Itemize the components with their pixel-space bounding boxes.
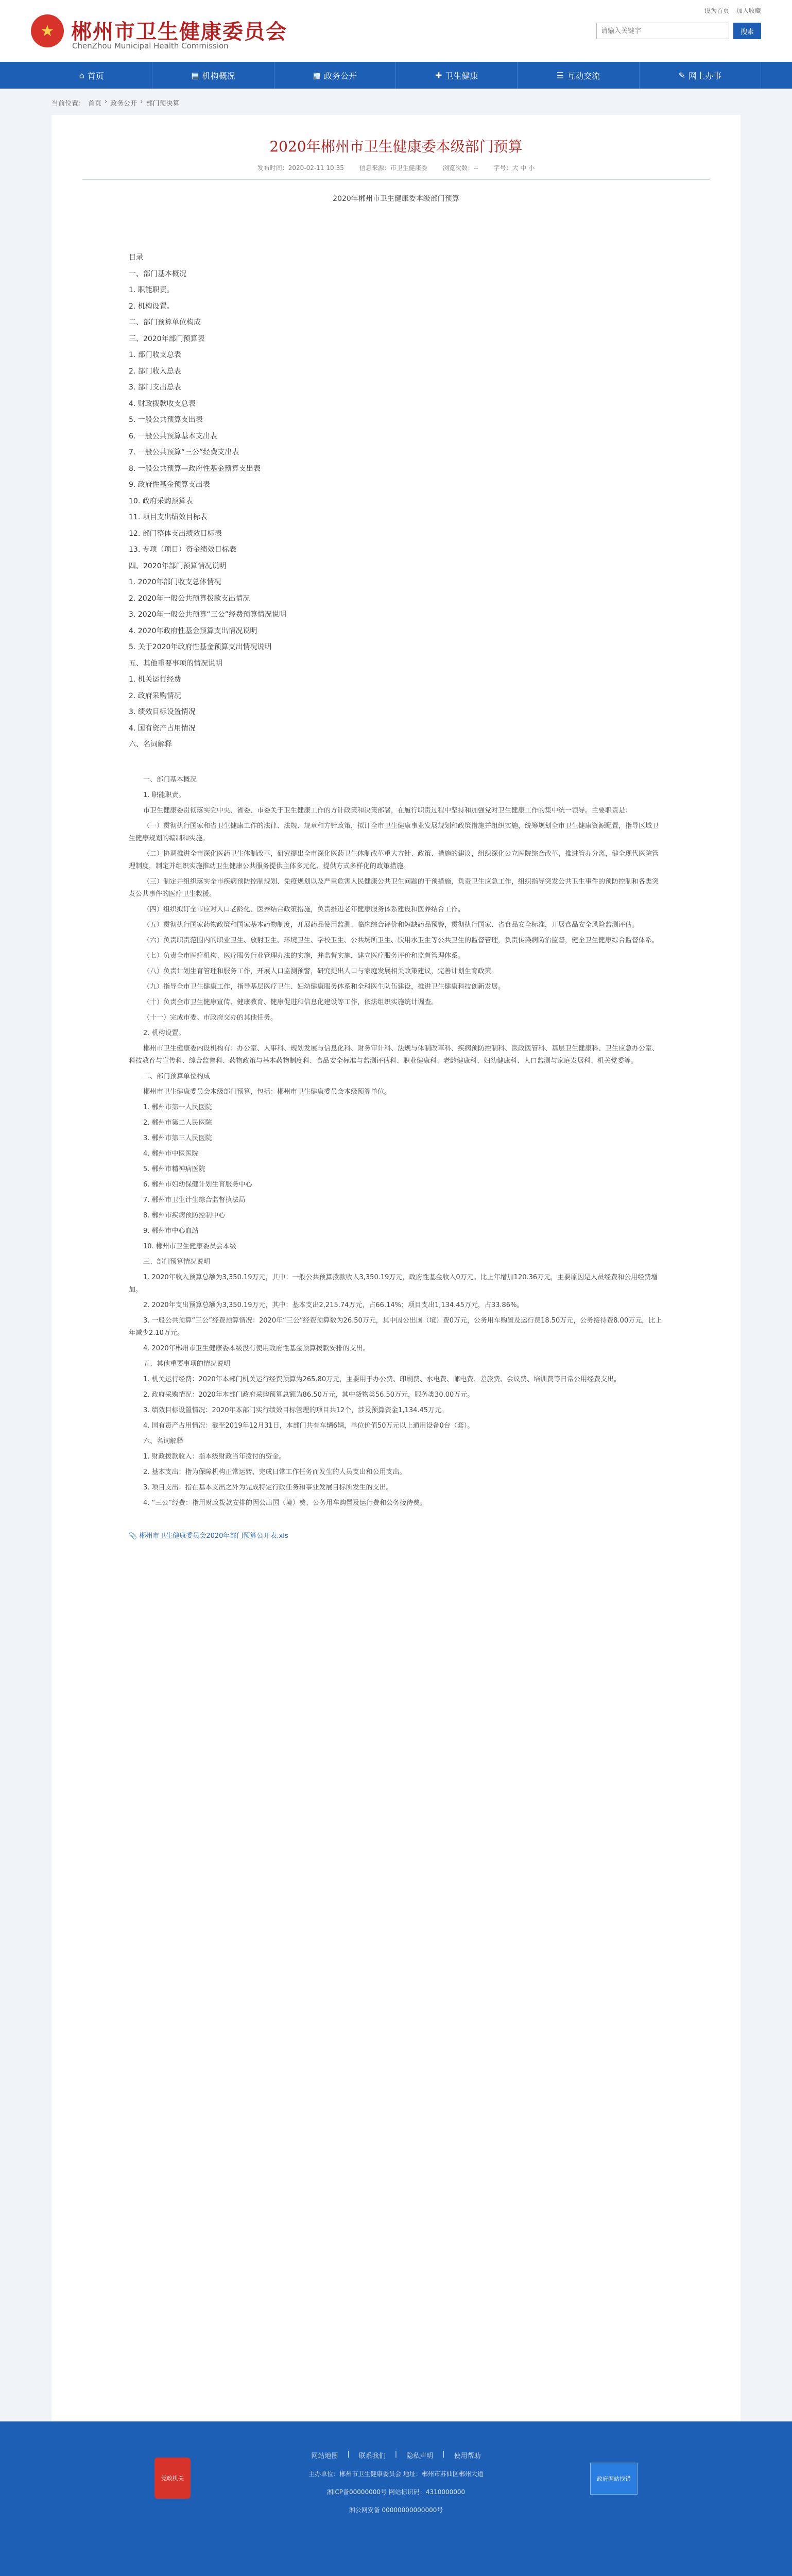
toc-item: 2. 2020年一般公共预算拨款支出情况: [129, 594, 250, 603]
paragraph: 4. 2020年郴州市卫生健康委本级没有使用政府性基金预算拨款安排的支出。: [143, 1344, 370, 1352]
paragraph: 4. “三公”经费：指用财政拨款安排的因公出国（境）费、公务用车购置及运行费和公务接待费。: [143, 1499, 427, 1507]
toc-item: 六、名词解释: [129, 740, 172, 749]
toc-item: 8. 一般公共预算—政府性基金预算支出表: [129, 464, 261, 473]
footer-links: 网站地图 | 联系我们 | 隐私声明 | 使用帮助: [311, 2450, 481, 2460]
site-title: 郴州市卫生健康委员会: [71, 20, 287, 44]
paragraph: 3. 绩效目标设置情况：2020年本部门实行绩效目标管理的项目共12个，涉及预算资金1,134.45万元。: [143, 1406, 449, 1414]
toc-item: 4. 国有资产占用情况: [129, 724, 196, 733]
paragraph: 2. 政府采购情况：2020年本部门政府采购预算总额为86.50万元，其中货物类56.50万元，服务类30.00万元。: [143, 1391, 474, 1399]
toc-item: 2. 机构设置。: [129, 302, 174, 311]
site-subtitle: ChenZhou Municipal Health Commission: [72, 41, 229, 50]
paragraph: 1. 职能职责。: [143, 791, 185, 799]
divider: [82, 179, 710, 180]
article-title: 2020年郴州市卫生健康委本级部门预算: [269, 138, 523, 155]
toc-item: 9. 政府性基金预算支出表: [129, 481, 210, 489]
paragraph: 1. 财政拨款收入：指本级财政当年拨付的资金。: [143, 1452, 286, 1461]
toc-item: 三、2020年部门预算表: [129, 334, 205, 343]
nav-gov-open[interactable]: ▦ 政务公开: [274, 62, 396, 89]
footer-line: 湘ICP备00000000号 网站标识码：4310000000: [326, 2488, 466, 2496]
paragraph: （九）指导全市卫生健康工作，指导基层医疗卫生、妇幼健康服务体系和全科医生队伍建设，推进卫生健康科技创新发展。: [143, 982, 505, 991]
paragraph: （一）贯彻执行国家和省卫生健康工作的法律、法规、规章和方针政策，拟订全市卫生健康事业发展规划和政策措施并组织实施，统筹规划全市卫生健康资源配置，指导区域卫生健康规划的编制和实施。: [129, 822, 659, 842]
toc-item: 一、部门基本概况: [129, 269, 186, 278]
toc-item: 12. 部门整体支出绩效目标表: [129, 529, 222, 538]
toc-item: 4. 2020年政府性基金预算支出情况说明: [129, 626, 257, 635]
footer-link[interactable]: 联系我们: [358, 2452, 386, 2460]
toc-item: 6. 一般公共预算基本支出表: [129, 432, 217, 440]
footer-link[interactable]: 网站地图: [311, 2452, 338, 2460]
nav-org[interactable]: ▤ 机构概况: [152, 62, 274, 89]
cross-icon: ✚: [435, 70, 442, 80]
toc-item: 1. 2020年部门收支总体情况: [129, 578, 221, 586]
org-icon: ▤: [191, 70, 199, 80]
paragraph: 1. 2020年收入预算总额为3,350.19万元，其中：一般公共预算拨款收入3,350.19万元，政府性基金收入0万元。比上年增加120.36万元，主要原因是人员经费和公用经费增加。: [129, 1273, 658, 1294]
paragraph: （七）负责全市医疗机构、医疗服务行业管理办法的实施，并监督实施，建立医疗服务评价和监督管理体系。: [143, 952, 465, 960]
toc-item: 1. 职能职责。: [129, 286, 174, 294]
grid-icon: ▦: [313, 70, 321, 80]
paragraph: 7. 郴州市卫生计生综合监督执法局: [143, 1196, 246, 1204]
main-nav: [0, 62, 792, 89]
add-favorite-link[interactable]: 加入收藏: [736, 7, 761, 14]
toc-item: 五、其他重要事项的情况说明: [129, 659, 222, 668]
paragraph: 8. 郴州市疾病预防控制中心: [143, 1211, 226, 1219]
footer-line: 湘公网安备 00000000000000号: [349, 2506, 443, 2514]
toc-item: 10. 政府采购预算表: [129, 497, 193, 505]
toc-item: 四、2020年部门预算情况说明: [129, 562, 227, 570]
search-button[interactable]: 搜索: [733, 23, 761, 39]
toc-item: 1. 机关运行经费: [129, 675, 181, 684]
paragraph: 9. 郴州市中心血站: [143, 1227, 199, 1235]
paragraph: 二、部门预算单位构成: [143, 1072, 211, 1080]
paragraph: （八）负责计划生育管理和服务工作，开展人口监测预警，研究提出人口与家庭发展相关政策建议，完善计划生育政策。: [143, 967, 498, 975]
toc-item: 2. 部门收入总表: [129, 367, 181, 376]
paragraph: 6. 郴州市妇幼保健计划生育服务中心: [143, 1180, 252, 1189]
paragraph: 5. 郴州市精神病医院: [143, 1165, 205, 1173]
toc-item: 7. 一般公共预算“三公”经费支出表: [129, 448, 239, 456]
gov-badge-icon[interactable]: 党政机关: [154, 2458, 191, 2499]
paragraph: （二）协调推进全市深化医药卫生体制改革，研究提出全市深化医药卫生体制改革重大方针、政策、措施的建议，组织深化公立医院综合改革，推进管办分离，健全现代医院管理制度，制定并组织实施推动卫生健康公共服务提供主体多元化、提供方式多样化的政策措施。: [129, 850, 659, 870]
paragraph: 六、名词解释: [143, 1437, 184, 1445]
paragraph: 市卫生健康委贯彻落实党中央、省委、市委关于卫生健康工作的方针政策和决策部署，在履行职责过程中坚持和加强党对卫生健康工作的集中统一领导。主要职责是：: [143, 806, 632, 815]
toc-item: 2. 政府采购情况: [129, 691, 181, 700]
breadcrumb-home[interactable]: 首页: [88, 100, 102, 108]
paragraph: 郴州市卫生健康委内设机构有：办公室、人事科、规划发展与信息化科、财务审计科、法规与体制改革科、疾病预防控制科、医政医管科、基层卫生健康科、卫生应急办公室、科技教育与宣传科、综合监督科、药物政策与基本药物制度科、食品安全标准与监测评估科、职业健康科、老龄健康科、妇幼健康科、人口监测与家庭发展科、机关党委等。: [129, 1044, 659, 1065]
paragraph: （十一）完成市委、市政府交办的其他任务。: [143, 1013, 278, 1022]
paragraph: （四）组织拟订全市应对人口老龄化、医养结合政策措施，负责推进老年健康服务体系建设和医养结合工作。: [143, 905, 465, 913]
top-header: [0, 0, 792, 62]
toc-item: 3. 绩效目标设置情况: [129, 708, 196, 716]
toc-item: 5. 一般公共预算支出表: [129, 416, 203, 424]
paragraph: 2. 机构设置。: [143, 1029, 185, 1037]
breadcrumb: 当前位置： 首页 › 政务公开 › 部门预决算: [51, 98, 180, 108]
article-body: [129, 774, 663, 1510]
nav-health[interactable]: ✚ 卫生健康: [396, 62, 518, 89]
paragraph: 3. 项目支出：指在基本支出之外为完成特定行政任务和事业发展目标所发生的支出。: [143, 1483, 393, 1492]
article-container: [51, 115, 741, 2576]
article-subtitle: 2020年郴州市卫生健康委本级部门预算: [333, 195, 459, 203]
toc-item: 11. 项目支出绩效目标表: [129, 513, 208, 521]
paragraph: 1. 机关运行经费：2020年本部门机关运行经费预算为265.80万元，主要用于办公费、印刷费、水电费、邮电费、差旅费、会议费、培训费等日常公用经费支出。: [143, 1375, 621, 1383]
search-input[interactable]: [596, 23, 729, 39]
article-meta: 发布时间：2020-02-11 10:35 信息来源：市卫生健康委 浏览次数：-- 字号：大 中 小: [257, 164, 535, 172]
footer: [0, 2421, 792, 2576]
paragraph: 2. 基本支出：指为保障机构正常运转、完成日常工作任务而发生的人员支出和公用支出。: [143, 1468, 406, 1476]
paragraph: 3. 郴州市第三人民医院: [143, 1134, 212, 1142]
breadcrumb-gov-open[interactable]: 政务公开: [110, 100, 137, 108]
paragraph: 4. 郴州市中医医院: [143, 1149, 199, 1158]
home-icon: ⌂: [79, 70, 84, 80]
paragraph: 4. 国有资产占用情况：截至2019年12月31日，本部门共有车辆6辆，单位价值50万元以上通用设备0台（套）。: [143, 1421, 474, 1430]
toc-item: 二、部门预算单位构成: [129, 318, 201, 327]
paragraph: （五）贯彻执行国家药物政策和国家基本药物制度，开展药品使用监测、临床综合评价和短缺药品预警，贯彻执行国家、省食品安全标准，开展食品安全风险监测评估。: [143, 921, 639, 929]
toc-item: 3. 部门支出总表: [129, 383, 181, 392]
nav-home[interactable]: ⌂ 首页: [31, 62, 152, 89]
footer-link[interactable]: 隐私声明: [406, 2452, 434, 2460]
paragraph: （六）负责职责范围内的职业卫生、放射卫生、环境卫生、学校卫生、公共场所卫生、饮用水卫生等公共卫生的监督管理，负责传染病防治监督，健全卫生健康综合监督体系。: [143, 936, 659, 944]
paragraph: 五、其他重要事项的情况说明: [143, 1360, 231, 1368]
paragraph: （三）制定并组织落实全市疾病预防控制规划、免疫规划以及严重危害人民健康公共卫生问题的干预措施，负责卫生应急工作，组织指导突发公共卫生事件的预防控制和各类突发公共事件的医疗卫生救援。: [129, 877, 659, 898]
paragraph: 10. 郴州市卫生健康委员会本级: [143, 1242, 236, 1250]
search-area: [596, 23, 761, 39]
footer-link[interactable]: 使用帮助: [454, 2452, 481, 2460]
set-home-link[interactable]: 设为首页: [704, 7, 729, 14]
emblem-icon: ★: [31, 14, 64, 47]
nav-service[interactable]: ✎ 网上办事: [640, 62, 761, 89]
top-links: [704, 6, 761, 15]
toc-item: 1. 部门收支总表: [129, 351, 181, 359]
toc-item: 4. 财政拨款收支总表: [129, 399, 196, 408]
breadcrumb-budget[interactable]: 部门预决算: [146, 100, 180, 108]
paragraph: 三、部门预算情况说明: [143, 1258, 211, 1266]
nav-interaction[interactable]: ☰ 互动交流: [518, 62, 639, 89]
paragraph: 郴州市卫生健康委员会本级部门预算，包括：郴州市卫生健康委员会本级预算单位。: [143, 1088, 391, 1096]
paragraph: 一、部门基本概况: [143, 775, 197, 784]
pen-icon: ✎: [678, 70, 685, 80]
table-of-contents: [129, 250, 741, 753]
footer-line: 主办单位：郴州市卫生健康委员会 地址：郴州市苏仙区郴州大道: [308, 2470, 484, 2478]
list-icon: ☰: [556, 70, 564, 80]
paragraph: 1. 郴州市第一人民医院: [143, 1103, 212, 1111]
paragraph: 2. 2020年支出预算总额为3,350.19万元，其中：基本支出2,215.74万元，占66.14%；项目支出1,134.45万元，占33.86%。: [143, 1301, 524, 1309]
toc-item: 13. 专项（项目）资金绩效目标表: [129, 546, 236, 554]
report-error-badge[interactable]: 政府网站找错: [590, 2463, 638, 2495]
toc-item: 5. 关于2020年政府性基金预算支出情况说明: [129, 643, 272, 651]
paragraph: 3. 一般公共预算“三公”经费预算情况：2020年“三公”经费预算数为26.50万元，其中因公出国（境）费0万元，公务用车购置及运行费18.50万元，公务接待费8.00万元，比上年减少2.10万元。: [129, 1316, 662, 1337]
paragraph: 2. 郴州市第二人民医院: [143, 1118, 212, 1127]
toc-item: 3. 2020年一般公共预算“三公”经费预算情况说明: [129, 611, 286, 619]
paragraph: （十）负责全市卫生健康宣传、健康教育、健康促进和信息化建设等工作，依法组织实施统计调查。: [143, 998, 438, 1006]
attachment-link[interactable]: 📎 郴州市卫生健康委员会2020年部门预算公开表.xls: [129, 1532, 288, 1540]
toc-item: 目录: [129, 253, 143, 262]
